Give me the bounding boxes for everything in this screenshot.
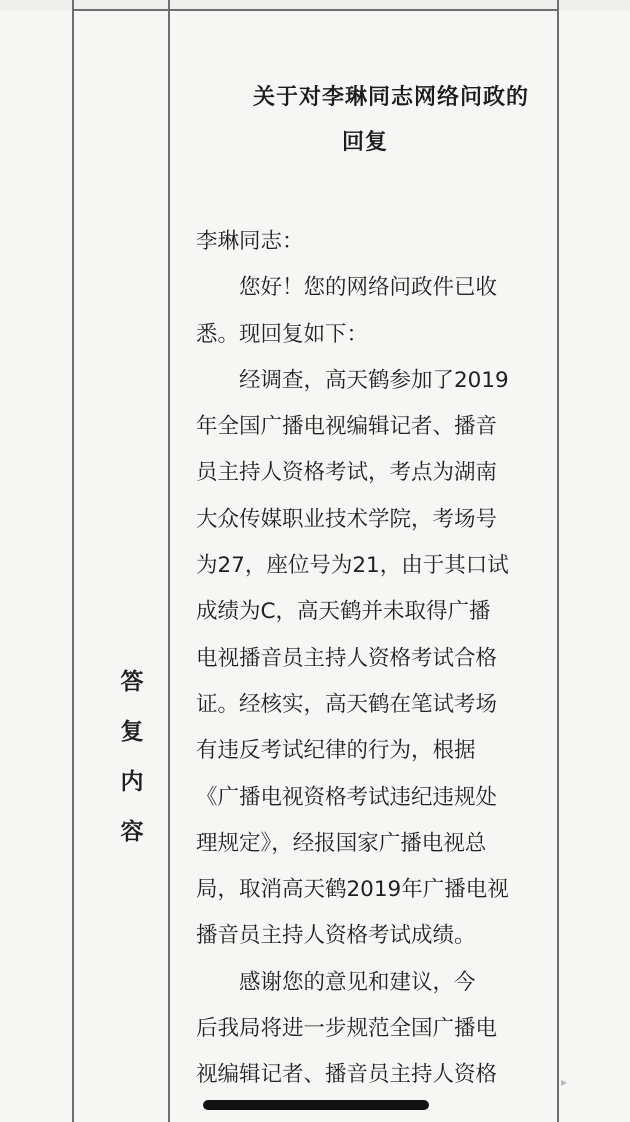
document-title [172,78,558,168]
scroll-edge-icon: ▸ [561,1075,568,1089]
title-line-2: 回复 [341,130,388,155]
label-char: 容 [120,819,144,845]
body-line: 理规定》，经报国家广播电视总 [196,830,487,856]
body-line: 感谢您的意见和建议，今 [196,969,476,995]
table-row-divider [72,9,559,11]
body-line: 李琳同志： [196,229,304,254]
label-char: 答 [120,669,144,695]
table-column-divider [168,0,170,1122]
body-line: 为27，座位号为21，由于其口试 [196,553,509,579]
body-line: 大众传媒职业技术学院，考场号 [196,506,498,532]
body-line: 成绩为C，高天鹤并未取得广播 [196,599,491,625]
body-line: 视编辑记者、播音员主持人资格 [196,1062,498,1088]
body-line: 悉。现回复如下： [196,321,369,347]
table-right-border [557,0,559,1122]
body-line: 您好！您的网络问政件已收 [196,275,498,301]
body-line: 证。经核实，高天鹤在笔试考场 [196,691,498,717]
body-line: 经调查，高天鹤参加了2019 [196,367,509,393]
reply-body [196,219,541,1099]
body-line: 播音员主持人资格考试成绩。 [196,923,476,949]
label-char: 内 [120,769,144,795]
home-indicator[interactable] [203,1100,429,1110]
body-line: 电视播音员主持人资格考试合格 [196,645,498,671]
body-line: 年全国广播电视编辑记者、播音 [196,414,498,440]
body-line: 局，取消高天鹤2019年广播电视 [196,877,509,903]
label-char: 复 [120,719,144,745]
body-line: 后我局将进一步规范全国广播电 [196,1016,498,1042]
body-line: 《广播电视资格考试违纪违规处 [196,784,498,810]
reply-content-label [108,666,156,866]
table-left-border [72,0,74,1122]
title-line-1: 关于对李琳同志网络问政的 [252,85,529,110]
body-line: 员主持人资格考试，考点为湖南 [196,460,498,486]
body-line: 有违反考试纪律的行为，根据 [196,738,476,764]
